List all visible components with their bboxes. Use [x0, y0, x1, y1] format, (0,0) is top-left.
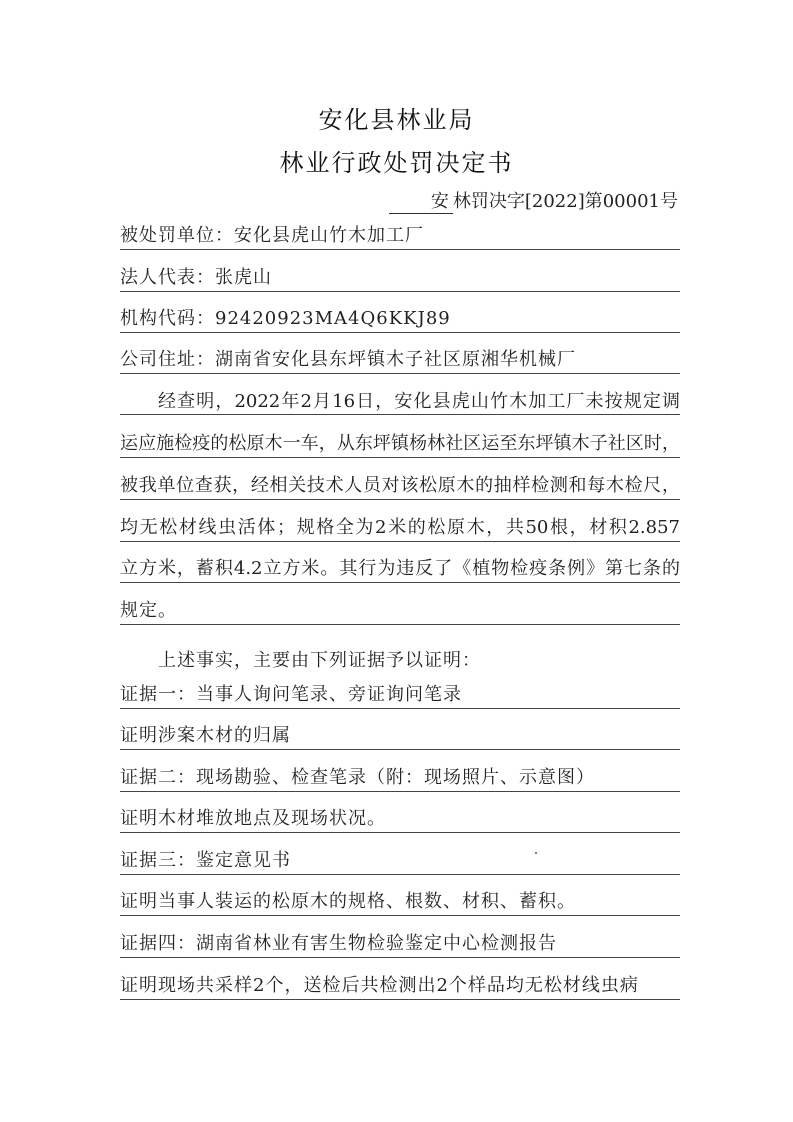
scan-speck: [535, 852, 537, 854]
evidence-line: 证据四：湖南省林业有害生物检验鉴定中心检测报告: [120, 931, 680, 958]
fact-line: 规定。: [120, 598, 680, 625]
field-legal-rep: 法人代表：张虎山: [120, 265, 680, 292]
evidence-line: 证据三：鉴定意见书: [120, 848, 680, 875]
fact-line: 经查明，2022年2月16日，安化县虎山竹木加工厂未按规定调: [120, 389, 680, 415]
evidence-intro: 上述事实，主要由下列证据予以证明：: [158, 650, 481, 671]
doc-number: [389, 187, 678, 214]
evidence-line: 证明当事人装运的松原木的规格、根数、材积、蓄积。: [120, 889, 680, 916]
doc-title: 林业行政处罚决定书: [279, 149, 514, 177]
fact-line: 立方米，蓄积4.2立方米。其行为违反了《植物检疫条例》第七条的: [120, 556, 680, 583]
fact-line: 运应施检疫的松原木一车，从东坪镇杨林社区运至东坪镇木子社区时，: [120, 431, 680, 458]
org-title: 安化县林业局: [318, 106, 475, 134]
evidence-line: 证明现场共采样2个，送检后共检测出2个样品均无松材线虫病: [120, 973, 680, 1000]
field-org-code: 机构代码：92420923MA4Q6KKJ89: [120, 306, 680, 333]
fact-line: 被我单位查获，经相关技术人员对该松原木的抽样检测和每木检尺，: [120, 473, 680, 500]
evidence-line: 证据二：现场勘验、检查笔录（附：现场照片、示意图）: [120, 765, 680, 792]
evidence-line: 证明木材堆放地点及现场状况。: [120, 806, 680, 833]
doc-number-prefix: 安: [389, 187, 453, 214]
field-address: 公司住址：湖南省安化县东坪镇木子社区原湘华机械厂: [120, 347, 680, 374]
fact-line: 均无松材线虫活体；规格全为2米的松原木，共50根，材积2.857: [120, 515, 680, 542]
evidence-line: 证明涉案木材的归属: [120, 723, 680, 750]
evidence-line: 证据一：当事人询问笔录、旁证询问笔录: [120, 682, 680, 709]
doc-number-text: 林罚决字[2022]第00001号: [452, 191, 678, 212]
field-punished-unit: 被处罚单位：安化县虎山竹木加工厂: [120, 223, 680, 250]
